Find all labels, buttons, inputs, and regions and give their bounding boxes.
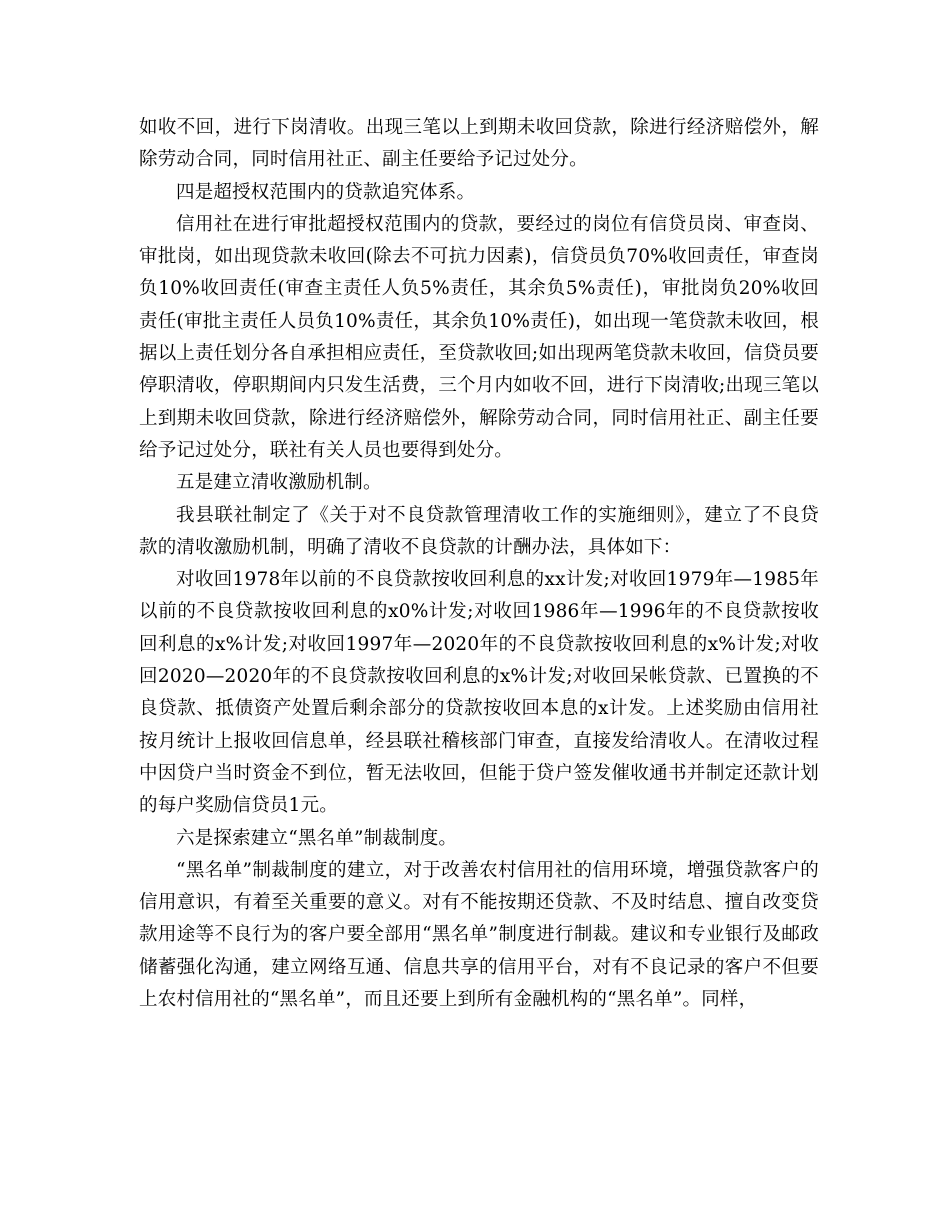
paragraph-heading-four: 四是超授权范围内的贷款追究体系。 bbox=[176, 181, 476, 203]
paragraph-over-authority-loans: 信用社在进行审批超授权范围内的贷款，要经过的岗位有信贷员岗、审查岗、审批岗，如出现贷款未收回(除去不可抗力因素)，信贷员负70%收回责任，审查岗负10%收回责任(审查主责任人负5%责任，其余负5%责任)，审批岗负20%收回责任(审批主责任人员负10%责任，其余负10%责任)，如出现一笔贷款未收回，根据以上责任划分各自承担相应责任，至贷款收回;如出现两笔贷款未收回，信贷员要停职清收，停职期间内只发生活费，三个月内如收不回，进行下岗清收;出现三笔以上到期未收回贷款，除进行经济赔偿外，解除劳动合同，同时信用社正、副主任要给予记过处分，联社有关人员也要得到处分。 bbox=[139, 213, 819, 461]
paragraph-reward-rates: 对收回1978年以前的不良贷款按收回利息的xx计发;对收回1979年—1985年以前的不良贷款按收回利息的x0%计发;对收回1986年—1996年的不良贷款按收回利息的x%计发;对收回1997年—2020年的不良贷款按收回利息的x%计发;对收回2020—2020年的不良贷款按收回利息的x%计发;对收回呆帐贷款、已置换的不良贷款、抵债资产处置后剩余部分的贷款按收回本息的x计发。上述奖励由信用社按月统计上报收回信息单，经县联社稽核部门审查，直接发给清收人。在清收过程中因贷户当时资金不到位，暂无法收回，但能于贷户签发催收通书并制定还款计划的每户奖励信贷员1元。 bbox=[139, 569, 819, 817]
paragraph-heading-six: 六是探索建立“黑名单”制裁制度。 bbox=[176, 827, 458, 849]
paragraph-incentive-rules: 我县联社制定了《关于对不良贷款管理清收工作的实施细则》，建立了不良贷款的清收激励机制，明确了清收不良贷款的计酬办法，具体如下： bbox=[139, 504, 819, 558]
paragraph-blacklist: “黑名单”制裁制度的建立，对于改善农村信用社的信用环境，增强贷款客户的信用意识，有着至关重要的意义。对有不能按期还贷款、不及时结息、擅自改变贷款用途等不良行为的客户要全部用“黑名单”制度进行制裁。建议和专业银行及邮政储蓄强化沟通，建立网络互通、信息共享的信用平台，对有不良记录的客户不但要上农村信用社的“黑名单”，而且还要上到所有金融机构的“黑名单”。同样， bbox=[139, 859, 819, 1011]
paragraph-heading-five: 五是建立清收激励机制。 bbox=[176, 472, 382, 494]
paragraph-continuation: 如收不回，进行下岗清收。出现三笔以上到期未收回贷款，除进行经济赔偿外，解除劳动合同，同时信用社正、副主任要给予记过处分。 bbox=[139, 117, 819, 171]
document-body bbox=[139, 112, 819, 1016]
